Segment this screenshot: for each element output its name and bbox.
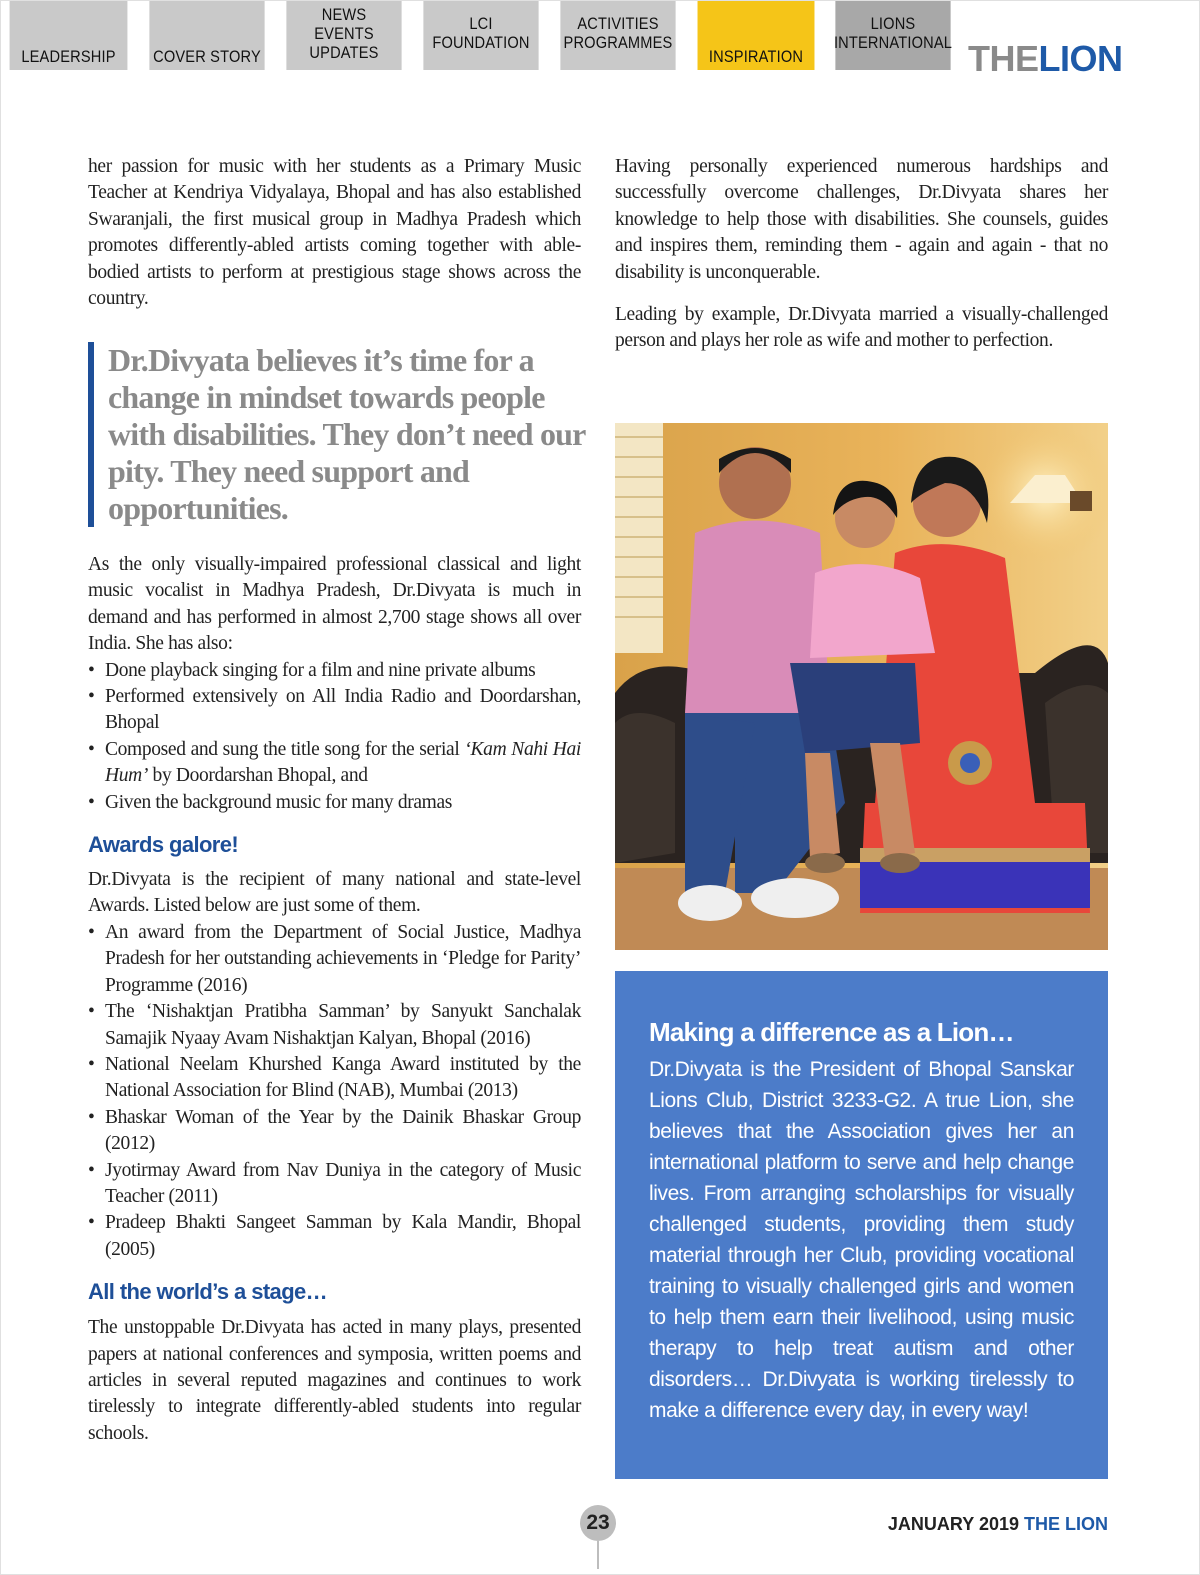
logo-the: THE <box>968 38 1039 79</box>
tab-lions-international[interactable] <box>833 0 953 70</box>
list-item: • Performed extensively on All India Radio and Doordarshan, Bhopal <box>88 684 581 737</box>
section-nav <box>0 0 966 72</box>
list-item: • Given the background music for many dramas <box>88 790 581 816</box>
example-paragraph: Leading by example, Dr.Divyata married a visually-challenged person and plays her role as wife and mother to perfection. <box>615 304 1108 352</box>
sidebar-heading: Making a difference as a Lion… <box>649 1017 1014 1047</box>
serial-title: ‘Kam Nahi Hai Hum’ <box>105 738 581 787</box>
tab-label: NEWS <box>321 4 367 24</box>
tab-cover-story[interactable] <box>149 0 264 70</box>
sidebar-body: Dr.Divyata is the President of Bhopal Sanskar Lions Club, District 3233-G2. A true Lion, she believes that the Association gives her an international platform to serve and help change lives. From arranging scholarships for visually challenged students, providing them study material through her Club, providing vocational training to visually challenged girls and women to help them earn their livelihood, using music therapy to help treat autism and other disorders… Dr.Divyata is working tirelessly to make a difference every day, in every way! <box>649 1058 1074 1422</box>
list-item: • Pradeep Bhakti Sangeet Samman by Kala Mandir, Bhopal (2005) <box>88 1210 581 1263</box>
awards-list <box>88 920 581 1263</box>
tab-activities-programmes[interactable] <box>560 0 675 70</box>
list-item: • Bhaskar Woman of the Year by the Dainik Bhaskar Group (2012) <box>88 1105 581 1158</box>
achievements-list <box>88 658 581 816</box>
stage-paragraph: The unstoppable Dr.Divyata has acted in many plays, presented papers at national conferences and symposia, written poems and articles in several reputed magazines and continues to work tirelessly to integrate differently-abled students into regular schools. <box>88 1317 581 1444</box>
pull-quote: Dr.Divyata believes it’s time for a change in mindset towards people with disabilities. They don’t need our pity. They need support and opportunities. <box>88 342 588 527</box>
tab-label: EVENTS <box>314 23 374 43</box>
left-column-lower <box>88 552 581 1447</box>
intro-paragraph: her passion for music with her students as a Primary Music Teacher at Kendriya Vidyalaya, Bhopal and has also established Swaranjali, the first musical group in Madhya Pradesh which promotes differently-abled artists coming together with able-bodied artists to perform at prestigious stage shows across the country. <box>88 156 581 310</box>
list-item: • National Neelam Khurshed Kanga Award instituted by the National Association for Blind (NAB), Mumbai (2013) <box>88 1052 581 1105</box>
tab-label: LCI <box>469 14 493 33</box>
awards-heading: Awards galore! <box>88 832 239 858</box>
list-item: • An award from the Department of Social Justice, Madhya Pradesh for her outstanding achievements in ‘Pledge for Parity’ Programme (2016) <box>88 920 581 999</box>
page-number-rule <box>597 1541 599 1569</box>
left-column <box>88 154 581 312</box>
tab-label: COVER STORY <box>153 47 261 66</box>
list-item: • Jyotirmay Award from Nav Duniya in the category of Music Teacher (2011) <box>88 1158 581 1211</box>
logo-lion: LION <box>1038 38 1123 79</box>
footer-date: JANUARY 2019 <box>887 1514 1019 1534</box>
list-item: • Composed and sung the title song for the serial ‘Kam Nahi Hai Hum’ by Doordarshan Bhopal, and <box>88 737 581 790</box>
tab-label: INSPIRATION <box>708 47 804 66</box>
hardships-paragraph: Having personally experienced numerous hardships and successfully overcome challenges, Dr.Divyata shares her knowledge to help those with disabilities. She counsels, guides and inspires them, reminding them - again and again - that no disability is unconquerable. <box>615 156 1108 283</box>
lion-sidebar <box>615 971 1108 1479</box>
tab-label: LEADERSHIP <box>21 47 116 66</box>
list-item: • The ‘Nishaktjan Pratibha Samman’ by Sanyukt Sanchalak Samajik Nyaay Avam Nishaktjan Kalyan, Bhopal (2016) <box>88 999 581 1052</box>
list-item: • Done playback singing for a film and nine private albums <box>88 658 581 684</box>
tab-news-events-updates[interactable] <box>286 0 401 70</box>
tab-inspiration[interactable] <box>698 0 815 70</box>
family-photo <box>615 423 1108 950</box>
tab-lci-foundation[interactable] <box>423 0 538 70</box>
tab-label: ACTIVITIES <box>577 14 659 33</box>
tab-label: LIONS <box>870 14 916 33</box>
footer-brand: THE LION <box>1024 1514 1108 1534</box>
magazine-logo[interactable] <box>968 38 1123 80</box>
stage-heading: All the world’s a stage… <box>88 1279 328 1305</box>
tab-label: INTERNATIONAL <box>833 33 953 52</box>
awards-intro: Dr.Divyata is the recipient of many national and state-level Awards. Listed below are just some of them. <box>88 869 581 917</box>
tab-label: UPDATES <box>309 42 379 62</box>
vocalist-paragraph: As the only visually-impaired professional classical and light music vocalist in Madhya Pradesh, Dr.Divyata is much in demand and has performed in almost 2,700 stage shows all over India. She has also: <box>88 554 581 655</box>
tab-label: FOUNDATION <box>432 33 530 52</box>
right-column <box>615 154 1108 355</box>
tab-leadership[interactable] <box>10 0 128 70</box>
tab-label: PROGRAMMES <box>563 33 673 52</box>
page-number: 23 <box>580 1505 616 1541</box>
footer-issue <box>888 1514 1108 1535</box>
